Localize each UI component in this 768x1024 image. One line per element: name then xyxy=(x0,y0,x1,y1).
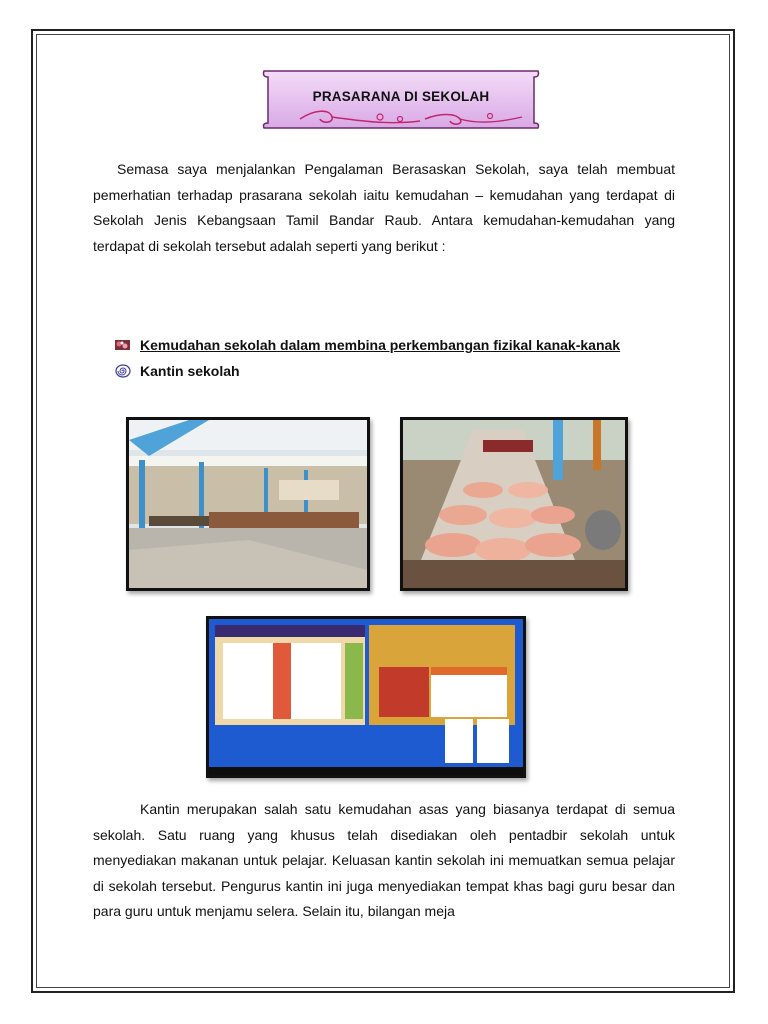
page-title: PRASARANA DI SEKOLAH xyxy=(312,89,490,104)
canteen-hall-photo xyxy=(126,417,370,591)
intro-paragraph: Semasa saya menjalankan Pengalaman Berasaskan Sekolah, saya telah membuat pemerhatian terhadap prasarana sekolah iaitu kemudahan – kemudahan yang terdapat di Sekolah Jenis Kebangsaan Tamil Bandar Raub. Antara kemudahan-kemudahan yang terdapat di sekolah tersebut adalah seperti yang berikut : xyxy=(93,161,675,254)
bullet-label: Kemudahan sekolah dalam membina perkembangan fizikal kanak-kanak xyxy=(140,337,621,353)
bullet-item-fizikal xyxy=(114,335,620,355)
canteen-food-table-photo xyxy=(400,417,628,591)
title-banner xyxy=(260,69,542,130)
bullet-label: Kantin sekolah xyxy=(140,363,240,379)
calorie-notice-board-photo xyxy=(206,616,526,778)
flower-bullet-icon xyxy=(114,338,132,352)
body-paragraph: Kantin merupakan salah satu kemudahan asas yang biasanya terdapat di semua sekolah. Satu ruang yang khusus telah disediakan oleh pentadbir sekolah untuk menyediakan makanan untuk pelajar. Keluasan kantin sekolah ini memuatkan semua pelajar di sekolah tersebut. Pengurus kantin ini juga menyediakan tempat khas bagi guru besar dan para guru untuk menjamu selera. Selain itu, bilangan meja xyxy=(93,801,675,919)
spiral-bullet-icon xyxy=(114,364,132,378)
bullet-item-kantin xyxy=(114,361,240,381)
